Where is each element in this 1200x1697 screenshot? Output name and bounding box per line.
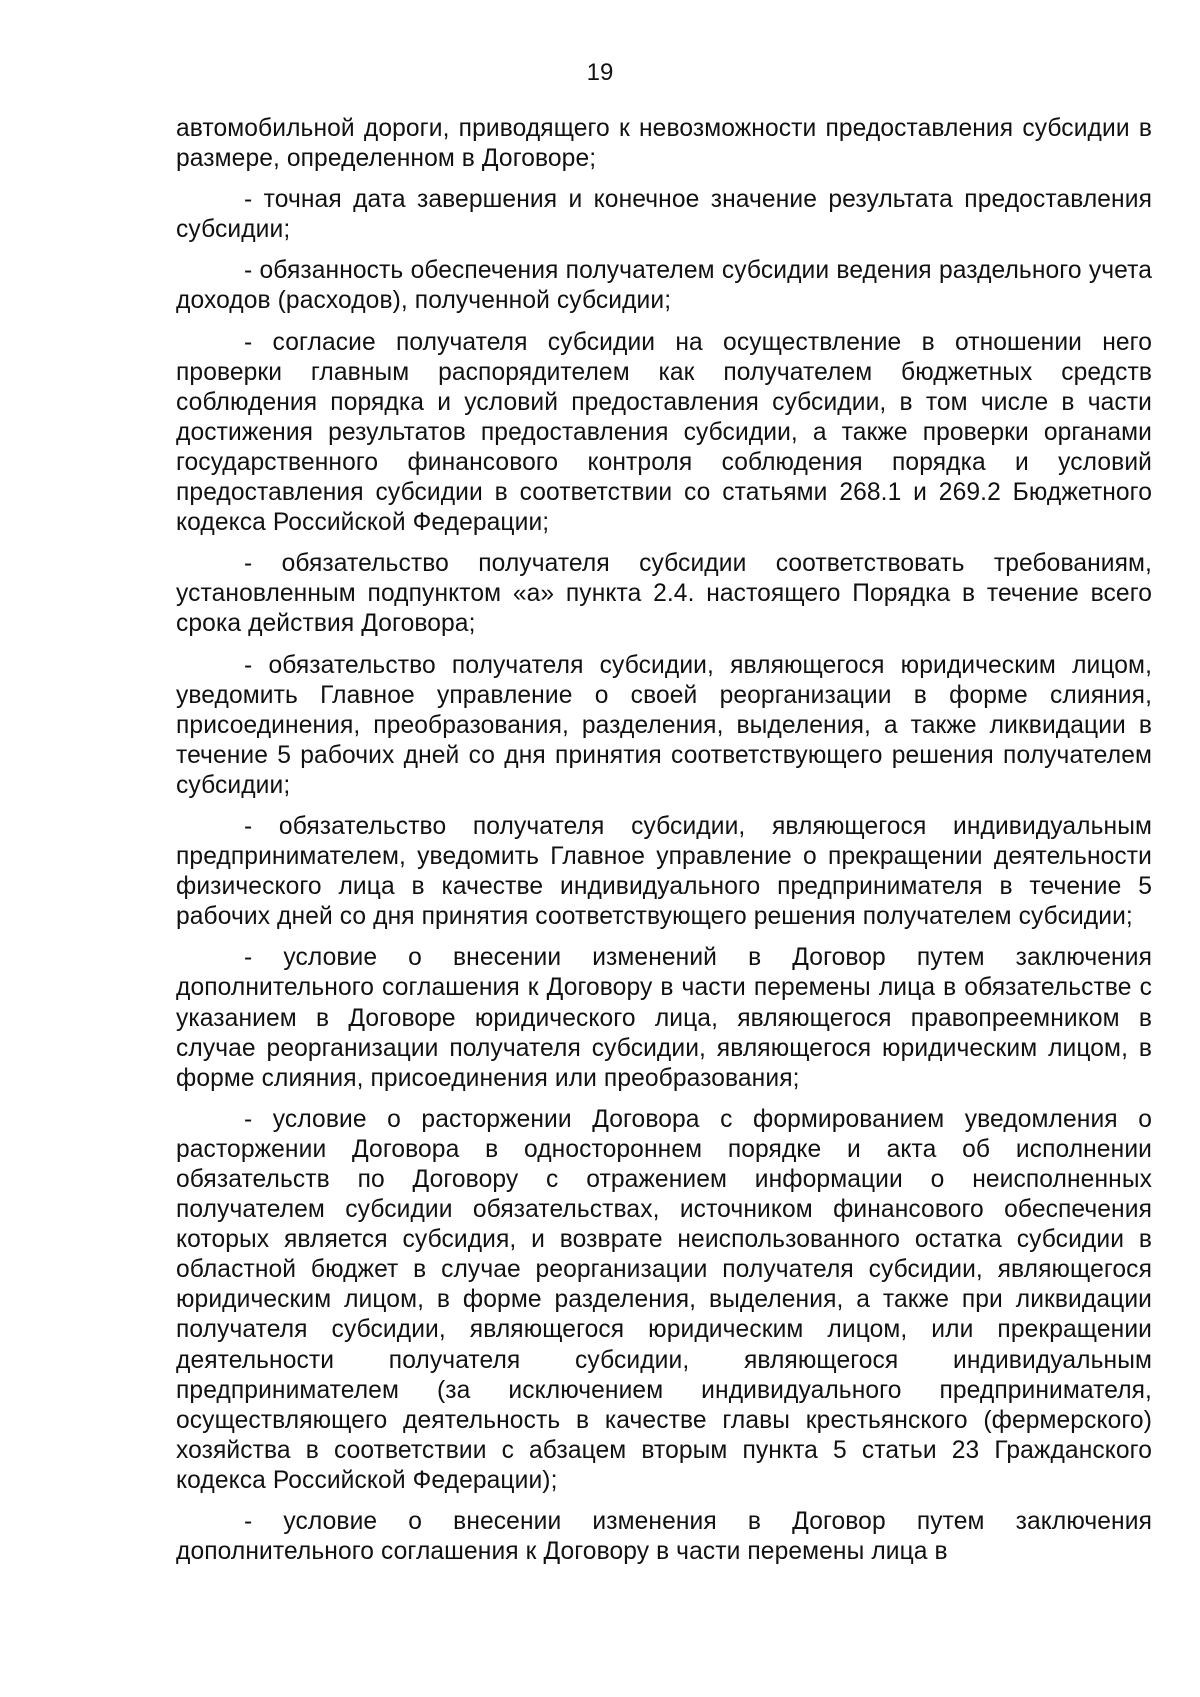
paragraph: - обязанность обеспечения получателем субсидии ведения раздельного учета доходов (расходов), полученной субсидии; [176,257,1152,315]
paragraph: - обязательство получателя субсидии, являющегося юридическим лицом, уведомить Главное управление о своей реорганизации в форме слияния, присоединения, преобразования, разделения, выделения, а также ликвидации в течение 5 рабочих дней со дня принятия соответствующего решения получателем субсидии; [176,651,1152,799]
page-number: 19 [586,59,614,86]
paragraph: - точная дата завершения и конечное значение результата предоставления субсидии; [176,186,1152,244]
paragraph: - условие о расторжении Договора с формированием уведомления о расторжении Договора в одностороннем порядке и акта об исполнении обязательств по Договору с отражением информации о неисполненных получателем субсидии обязательствах, источником финансового обеспечения которых является субсидия, и возврате неиспользованного остатка субсидии в областной бюджет в случае реорганизации получателя субсидии, являющегося юридическим лицом, в форме разделения, выделения, а также при ликвидации получателя субсидии, являющегося юридическим лицом, или прекращении деятельности получателя субсидии, являющегося индивидуальным предпринимателем (за исключением индивидуального предпринимателя, осуществляющего деятельность в качестве главы крестьянского (фермерского) хозяйства в соответствии с абзацем вторым пункта 5 статьи 23 Гражданского кодекса Российской Федерации); [176,1105,1152,1494]
paragraph: - условие о внесении изменения в Договор путем заключения дополнительного соглашения к Договору в части перемены лица в [176,1508,1152,1566]
paragraph: автомобильной дороги, приводящего к невозможности предоставления субсидии в размере, определенном в Договоре; [176,115,1152,173]
document-body [176,114,1152,1578]
paragraph: - обязательство получателя субсидии соответствовать требованиям, установленным подпунктом «а» пункта 2.4. настоящего Порядка в течение всего срока действия Договора; [176,550,1152,638]
paragraph: - согласие получателя субсидии на осуществление в отношении него проверки главным распорядителем как получателем бюджетных средств соблюдения порядка и условий предоставления субсидии, в том числе в части достижения результатов предоставления субсидии, а также проверки органами государственного финансового контроля соблюдения порядка и условий предоставления субсидии в соответствии со статьями 268.1 и 269.2 Бюджетного кодекса Российской Федерации; [176,328,1152,537]
paragraph: - обязательство получателя субсидии, являющегося индивидуальным предпринимателем, уведомить Главное управление о прекращении деятельности физического лица в качестве индивидуального предпринимателя в течение 5 рабочих дней со дня принятия соответствующего решения получателем субсидии; [176,812,1152,931]
paragraph: - условие о внесении изменений в Договор путем заключения дополнительного соглашения к Договору в части перемены лица в обязательстве с указанием в Договоре юридического лица, являющегося правопреемником в случае реорганизации получателя субсидии, являющегося юридическим лицом, в форме слияния, присоединения или преобразования; [176,944,1152,1092]
